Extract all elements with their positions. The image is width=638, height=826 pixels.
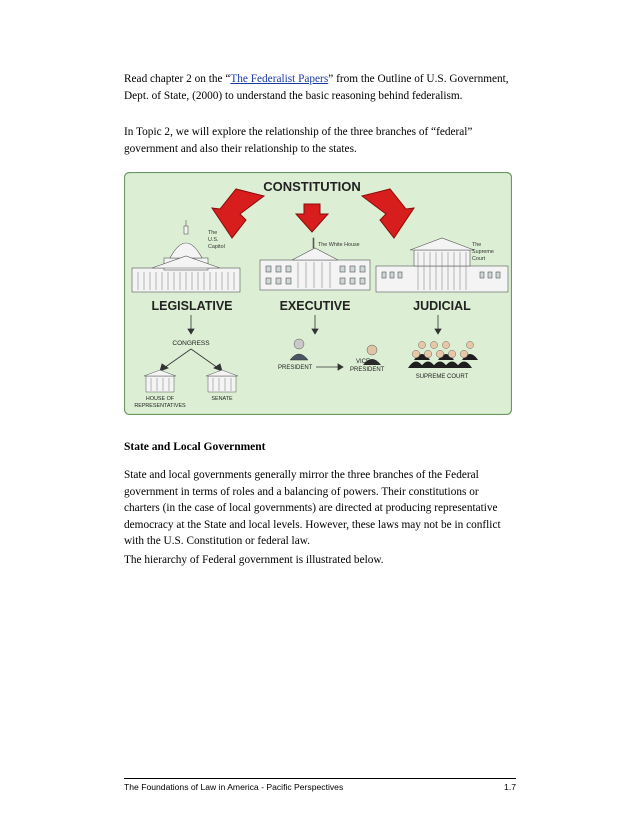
capitol-caption-line1: The (208, 230, 218, 236)
supreme-court-label: SUPREME COURT (415, 374, 469, 380)
president-label: PRESIDENT (278, 365, 313, 371)
constitution-title: CONSTITUTION (263, 179, 361, 194)
congress-label: CONGRESS (172, 340, 210, 347)
vice-president-label-line2: PRESIDENT (350, 367, 385, 373)
executive-label: EXECUTIVE (279, 299, 351, 313)
state-local-paragraph: State and local governments generally mirror the three branches of the Federal government in terms of roles and a balancing of powers. Their constitutions or charters (in the case of local governments) are directed at producing representative democracy at the State and local levels. However, these laws may not be in conflict with the U.S. Constitution or federal law. (124, 469, 501, 548)
topic-paragraph: In Topic 2, we will explore the relationship of the three branches of “federal” government and also their relationship to the states. (124, 126, 473, 155)
vice-president-label-line1: VICE (356, 359, 371, 365)
intro-text-after: ” from the Outline of U.S. Government, Dept. of State, (2000) to understand the basic reasoning behind federalism. (124, 73, 509, 102)
intro-paragraph (124, 71, 516, 104)
footer-title: The Foundations of Law in America - Pacific Perspectives (124, 782, 344, 792)
house-label-line1: HOUSE OF (145, 396, 175, 402)
senate-label: SENATE (211, 396, 233, 402)
judicial-label: JUDICIAL (413, 299, 471, 313)
supreme-court-caption-line1: The (472, 242, 482, 248)
hierarchy-paragraph: The hierarchy of Federal government is illustrated below. (124, 554, 384, 566)
capitol-caption-line3: Capitol (208, 244, 225, 250)
justices-group-icon (408, 341, 478, 368)
white-house-caption: The White House (318, 242, 360, 248)
branches-diagram (124, 172, 512, 415)
federalist-papers-link[interactable]: The Federalist Papers (230, 73, 329, 85)
footer-divider (124, 778, 516, 779)
intro-text-before: Read chapter 2 on the “ (124, 73, 231, 85)
house-label-line2: REPRESENTATIVES (134, 403, 186, 409)
section-heading: State and Local Government (124, 441, 266, 453)
supreme-court-caption-line2: Supreme (472, 249, 494, 255)
footer-page-number: 1.7 (504, 782, 516, 792)
capitol-caption-line2: U.S. (208, 237, 219, 243)
supreme-court-caption-line3: Court (472, 256, 486, 262)
legislative-label: LEGISLATIVE (151, 299, 233, 313)
